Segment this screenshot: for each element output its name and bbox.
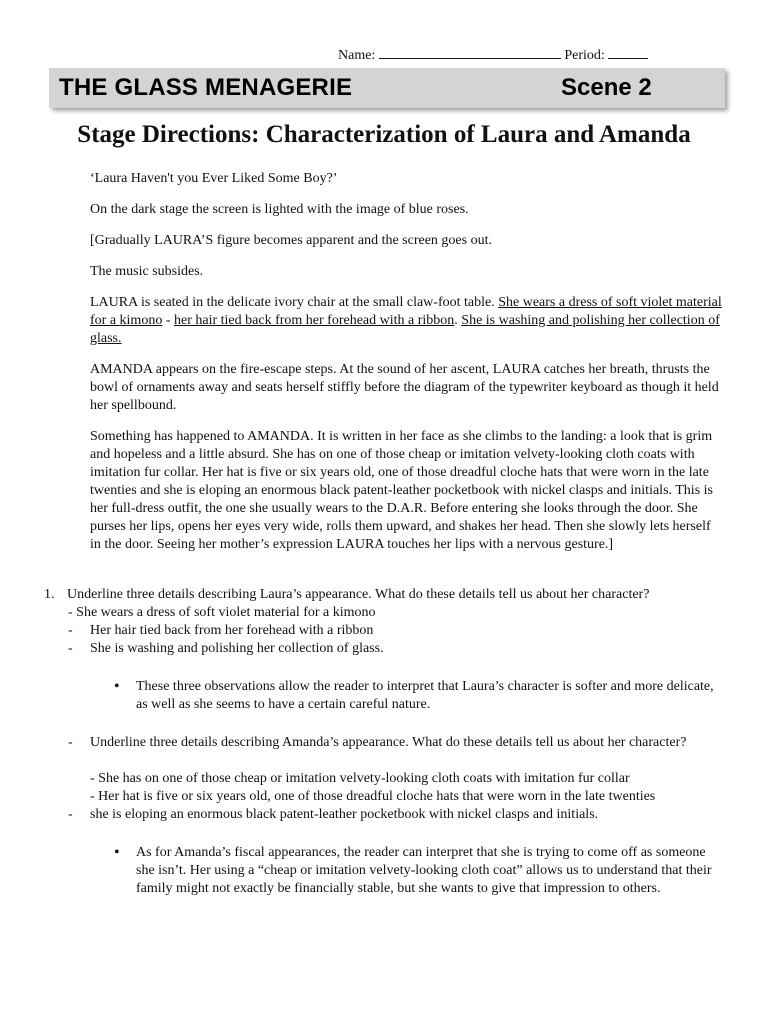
questions-section xyxy=(44,586,724,898)
passage-line-3: [Gradually LAURA’S figure becomes apparent and the screen goes out. xyxy=(90,233,492,248)
passage-text: . xyxy=(454,313,462,328)
bullet-text: These three observations allow the reader to interpret that Laura’s character is softer and more delicate, as well as she seems to have a certain careful nature. xyxy=(136,679,714,712)
spacer xyxy=(44,752,724,770)
answer-text: Her hair tied back from her forehead with a ribbon xyxy=(90,623,374,638)
dash-marker: - xyxy=(68,623,73,638)
answer-item: - Her hat is five or six years old, one of those dreadful cloche hats that were worn in the late twenties xyxy=(90,789,656,804)
underlined-detail: She is washing and polishing her collection of glass. xyxy=(90,313,720,346)
answer-item: - She has on one of those cheap or imitation velvety-looking cloth coats with imitation fur collar xyxy=(90,771,630,786)
passage-line-4: The music subsides. xyxy=(90,264,204,279)
name-blank[interactable] xyxy=(379,47,561,59)
passage-line-1: ‘Laura Haven't you Ever Liked Some Boy?’ xyxy=(90,171,338,186)
bullet-icon: • xyxy=(114,844,120,861)
page-heading: Stage Directions: Characterization of Laura and Amanda xyxy=(77,121,691,148)
underlined-detail: her hair tied back from her forehead with a ribbon xyxy=(174,313,455,328)
answer-item xyxy=(44,640,724,658)
title-banner xyxy=(49,68,725,108)
name-period-line xyxy=(338,47,648,64)
answer-text: she is eloping an enormous black patent-leather pocketbook with nickel clasps and initials. xyxy=(90,807,599,822)
dash-marker: - xyxy=(68,807,73,822)
passage-paragraph-laura xyxy=(90,294,722,348)
period-label: Period: xyxy=(564,48,605,63)
name-label: Name: xyxy=(338,48,376,63)
answer-item: - She wears a dress of soft violet material for a kimono xyxy=(68,605,376,620)
period-blank[interactable] xyxy=(608,47,648,59)
question-text: Underline three details describing Amanda’s appearance. What do these details tell us about her character? xyxy=(90,735,687,750)
passage-text: - xyxy=(162,313,174,328)
scene-label: Scene 2 xyxy=(561,74,652,101)
answer-item xyxy=(44,622,724,640)
bullet-text: As for Amanda’s fiscal appearances, the reader can interpret that she is trying to come off as someone she isn’t. Her using a “cheap or imitation velvety-looking cloth coat” allows us to understand that their family might not exactly be financially stable, but she wants to give that impression to others. xyxy=(136,845,712,896)
answer-text: She is washing and polishing her collection of glass. xyxy=(90,641,384,656)
passage-line-2: On the dark stage the screen is lighted with the image of blue roses. xyxy=(90,202,469,217)
question-text: Underline three details describing Laura’s appearance. What do these details tell us about her character? xyxy=(67,587,650,602)
underlined-detail: She wears a dress of soft violet material for a kimono xyxy=(90,295,722,328)
passage-paragraph-amanda-description: Something has happened to AMANDA. It is written in her face as she climbs to the landing: a look that is grim and hopeless and a little absurd. She has on one of those cheap or imitation velvety-looking cloth coats with imitation fur collar. Her hat is five or six years old, one of those dreadful cloche hats that were worn in the late twenties and she is eloping an enormous black patent-leather pocketbook with nickel clasps and initials. This is her full-dress outfit, the one she usually wears to the D.A.R. Before entering she looks through the door. She purses her lips, opens her eyes very wide, rolls them upward, and shakes her head. Then she slowly lets herself in the door. Seeing her mother’s expression LAURA touches her lips with a nervous gesture.] xyxy=(90,429,713,552)
passage-paragraph-amanda-entrance: AMANDA appears on the fire-escape steps. At the sound of her ascent, LAURA catches her breath, thrusts the bowl of ornaments away and seats herself stiffly before the diagram of the typewriter keyboard as though it held her spellbound. xyxy=(90,362,719,413)
dash-marker: - xyxy=(68,641,73,656)
answer-item xyxy=(44,806,724,824)
bullet-item xyxy=(44,844,724,898)
question-2 xyxy=(44,734,724,752)
passage-text: LAURA is seated in the delicate ivory chair at the small claw-foot table. xyxy=(90,295,499,310)
bullet-icon: • xyxy=(114,678,120,695)
question-1 xyxy=(44,586,724,604)
document-title: THE GLASS MENAGERIE xyxy=(59,74,353,101)
question-number: 1. xyxy=(44,587,55,602)
dash-marker: - xyxy=(68,735,73,750)
bullet-item xyxy=(44,678,724,714)
passage xyxy=(90,170,722,567)
